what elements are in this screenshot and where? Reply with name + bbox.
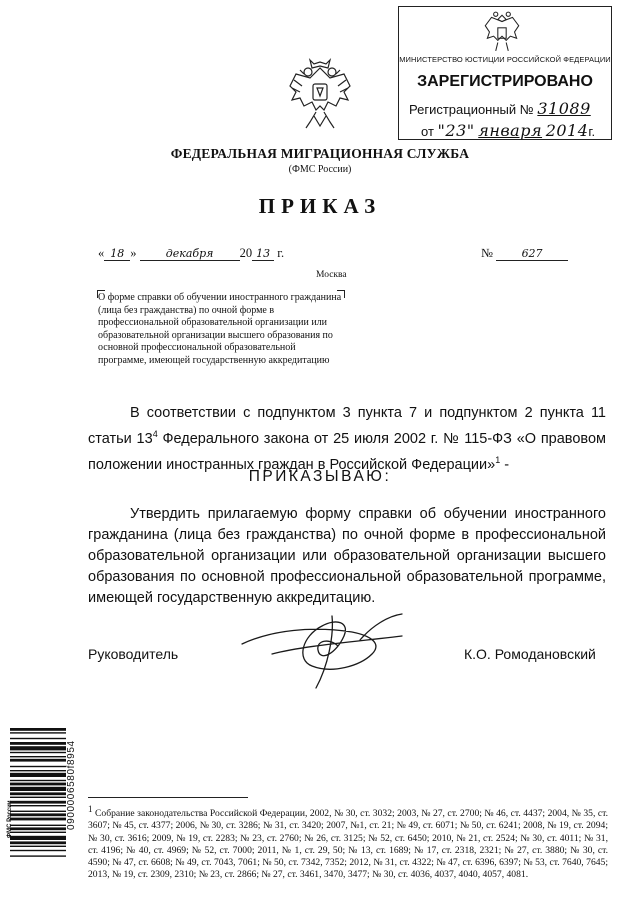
registration-stamp	[398, 6, 612, 140]
handwritten-signature	[232, 596, 412, 692]
city: Москва	[316, 270, 347, 280]
footnote-text: Собрание законодательства Российской Федерации, 2002, № 30, ст. 3032; 2003, № 27, ст. 2700; № 46, ст. 4437; 2004, № 35, ст. 3607; № 45, ст. 4377; 2006, № 30, ст. 3286; № 31, ст. 3420; 2007, №1, ст. 21; № 49, ст. 6071; № 50, ст. 6241; 2008, № 19, ст. 2094; № 30, ст. 3616; 2009, № 19, ст. 2283; № 23, ст. 2760; № 26, ст. 3125; № 52, ст. 6450; 2010, № 21, ст. 2524; № 30, ст. 4011; № 31, ст. 4196; № 40, ст. 4969; № 52, ст. 7000; 2011, № 1, ст. 29, 50; № 13, ст. 1689; № 17, ст. 2318, 2321; № 27, ст. 3880; № 30, ст. 4590; № 47, ст. 6608; № 49, ст. 7043, 7061; № 50, ст. 7342, 7352; 2012, № 31, ст. 4322; № 47, ст. 6396, 6397; № 53, ст. 7640, 7645; 2013, № 19, ст. 2309, 2310; № 23, ст. 2866; № 27, ст. 3461, 3470, 3477; № 30, ст. 4036, 4037, 4040, 4057, 4081.	[88, 808, 608, 881]
agency-name: ФЕДЕРАЛЬНАЯ МИГРАЦИОННАЯ СЛУЖБА	[170, 146, 470, 161]
order-number-label: №	[481, 246, 493, 260]
stamp-date-line	[421, 121, 595, 140]
date-year-prefix: 20	[239, 246, 253, 260]
preamble-text: В соответствии с подпунктом 3 пункта 7 и подпунктом 2 пункта 11 статьи 13	[88, 405, 606, 447]
order-paragraph: Утвердить прилагаемую форму справки об обучении иностранного гражданина (лица без гражданства) по очной форме в профессиональной образовательной организации или образовательной организации высшего образования по основной профессиональной образовательной программе, имеющей государственную аккредитацию.	[88, 506, 606, 606]
stamp-reg-number: 31089	[537, 99, 591, 118]
stamp-date-day: "23"	[437, 121, 475, 140]
signer-role: Руководитель	[88, 646, 179, 662]
double-headed-eagle-emblem-icon	[288, 56, 352, 134]
preamble-end: -	[500, 456, 510, 473]
order-number	[481, 246, 568, 261]
barcode-code: 0900006580f8954	[66, 740, 77, 830]
stamp-registered: ЗАРЕГИСТРИРОВАНО	[417, 73, 593, 90]
order-date	[98, 246, 284, 261]
footnote-divider	[88, 797, 248, 798]
stamp-eagle-emblem-icon	[481, 9, 523, 55]
order-number-value: 627	[496, 247, 568, 261]
signer-name: К.О. Ромодановский	[464, 646, 596, 662]
footnote-mark: 1	[495, 454, 501, 465]
date-year-suffix: 13	[252, 247, 274, 261]
document-title: ПРИКАЗ	[258, 194, 382, 218]
order-subject: О форме справки об обучении иностранного гражданина (лица без гражданства) по очной форме в профессиональной образовательной организации или образовательной организации высшего образования по основной профессиональной образовательной программе, имеющей государственную аккредитацию	[98, 292, 342, 366]
order-word: ПРИКАЗЫВАЮ:	[248, 468, 392, 485]
date-year-g: г.	[277, 246, 285, 260]
agency-abbreviation: (ФМС России)	[288, 164, 352, 175]
barcode-brand: ФМС России	[7, 800, 13, 838]
footnote-number: 1	[88, 804, 93, 814]
stamp-date-month: января	[478, 121, 543, 140]
date-day: 18	[104, 247, 130, 261]
preamble-paragraph	[88, 403, 606, 476]
footnote	[88, 803, 608, 881]
stamp-ministry: МИНИСТЕРСТВО ЮСТИЦИИ РОССИЙСКОЙ ФЕДЕРАЦИИ	[399, 55, 611, 64]
article-superscript: 4	[152, 429, 158, 439]
date-quote-close: »	[130, 246, 137, 260]
stamp-reg-label: Регистрационный №	[409, 102, 534, 117]
barcode-icon	[10, 728, 66, 896]
date-month: декабря	[140, 247, 240, 261]
stamp-date-year: 2014	[545, 121, 589, 140]
stamp-date-prefix: от	[421, 124, 434, 139]
date-quote-open: «	[98, 246, 105, 260]
stamp-date-suffix: г.	[588, 124, 596, 139]
preamble-text-2: Федерального закона от 25 июля 2002 г. № 115-ФЗ «О правовом положении иностранных граждан в Российской Федерации»	[88, 430, 606, 473]
stamp-registration-line	[409, 99, 591, 118]
